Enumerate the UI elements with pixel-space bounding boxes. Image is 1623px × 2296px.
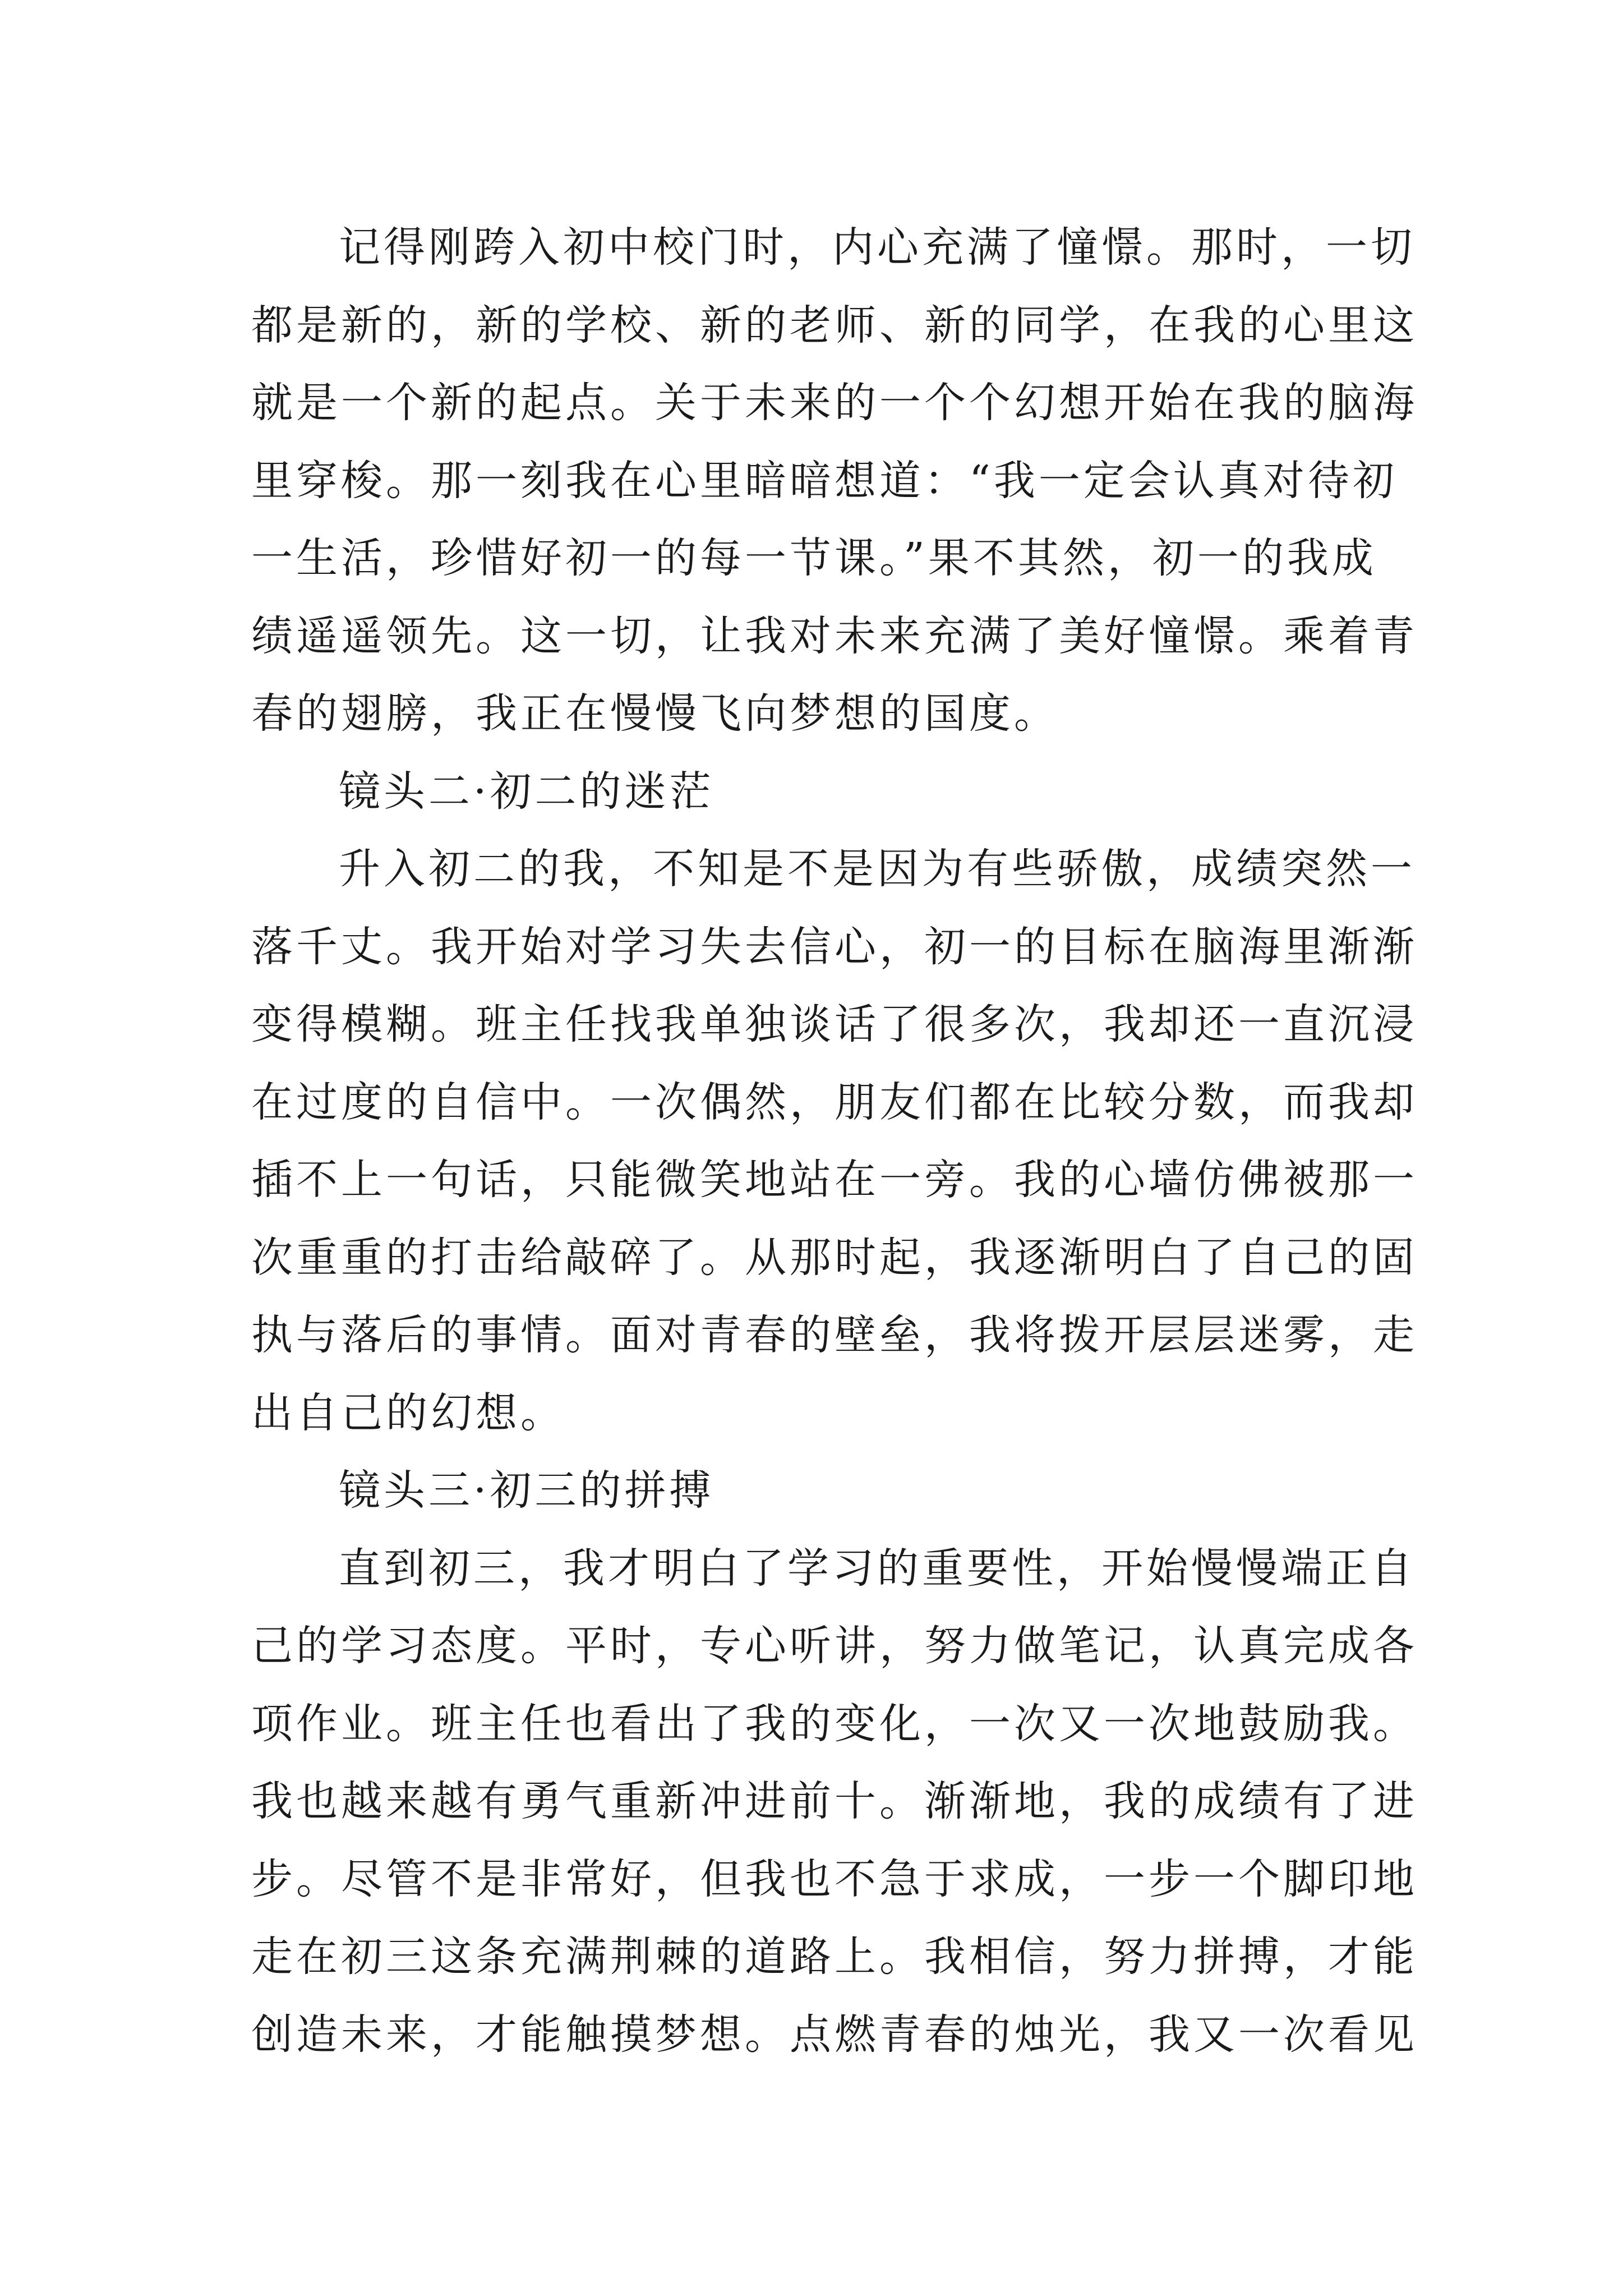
section-heading: 镜头三·初三的拼搏 [339, 1466, 714, 1515]
text-line: 升入初二的我，不知是不是因为有些骄傲，成绩突然一 [339, 845, 1415, 893]
text-line: 出自己的幻想。 [251, 1388, 565, 1437]
text-line: 我也越来越有勇气重新冲进前十。渐渐地，我的成绩有了进 [251, 1777, 1418, 1825]
section-heading: 镜头二·初二的迷茫 [339, 767, 714, 816]
text-line: 在过度的自信中。一次偶然，朋友们都在比较分数，而我却 [251, 1078, 1418, 1126]
text-line: 变得模糊。班主任找我单独谈话了很多次，我却还一直沉浸 [251, 1000, 1418, 1048]
text-line: 一生活，珍惜好初一的每一节课。”果不其然，初一的我成 [251, 534, 1377, 582]
text-line: 直到初三，我才明白了学习的重要性，开始慢慢端正自 [339, 1544, 1415, 1593]
text-line: 项作业。班主任也看出了我的变化，一次又一次地鼓励我。 [251, 1699, 1418, 1748]
text-line: 执与落后的事情。面对青春的壁垒，我将拨开层层迷雾，走 [251, 1311, 1418, 1359]
text-line: 里穿梭。那一刻我在心里暗暗想道：“我一定会认真对待初 [251, 456, 1398, 505]
text-line: 春的翅膀，我正在慢慢飞向梦想的国度。 [251, 689, 1059, 738]
text-line: 记得刚跨入初中校门时，内心充满了憧憬。那时，一切 [339, 223, 1415, 272]
text-line: 插不上一句话，只能微笑地站在一旁。我的心墙仿佛被那一 [251, 1156, 1418, 1204]
text-line: 落千丈。我开始对学习失去信心，初一的目标在脑海里渐渐 [251, 922, 1418, 971]
text-line: 创造未来，才能触摸梦想。点燃青春的烛光，我又一次看见 [251, 2010, 1418, 2059]
text-line: 就是一个新的起点。关于未来的一个个幻想开始在我的脑海 [251, 379, 1418, 427]
text-line: 步。尽管不是非常好，但我也不急于求成，一步一个脚印地 [251, 1855, 1418, 1903]
text-line: 次重重的打击给敲碎了。从那时起，我逐渐明白了自己的固 [251, 1233, 1418, 1282]
text-line: 绩遥遥领先。这一切，让我对未来充满了美好憧憬。乘着青 [251, 611, 1418, 660]
text-line: 走在初三这条充满荆棘的道路上。我相信，努力拼搏，才能 [251, 1932, 1418, 1981]
body-text [251, 209, 1418, 2073]
text-line: 己的学习态度。平时，专心听讲，努力做笔记，认真完成各 [251, 1622, 1418, 1670]
text-line: 都是新的，新的学校、新的老师、新的同学，在我的心里这 [251, 301, 1418, 349]
